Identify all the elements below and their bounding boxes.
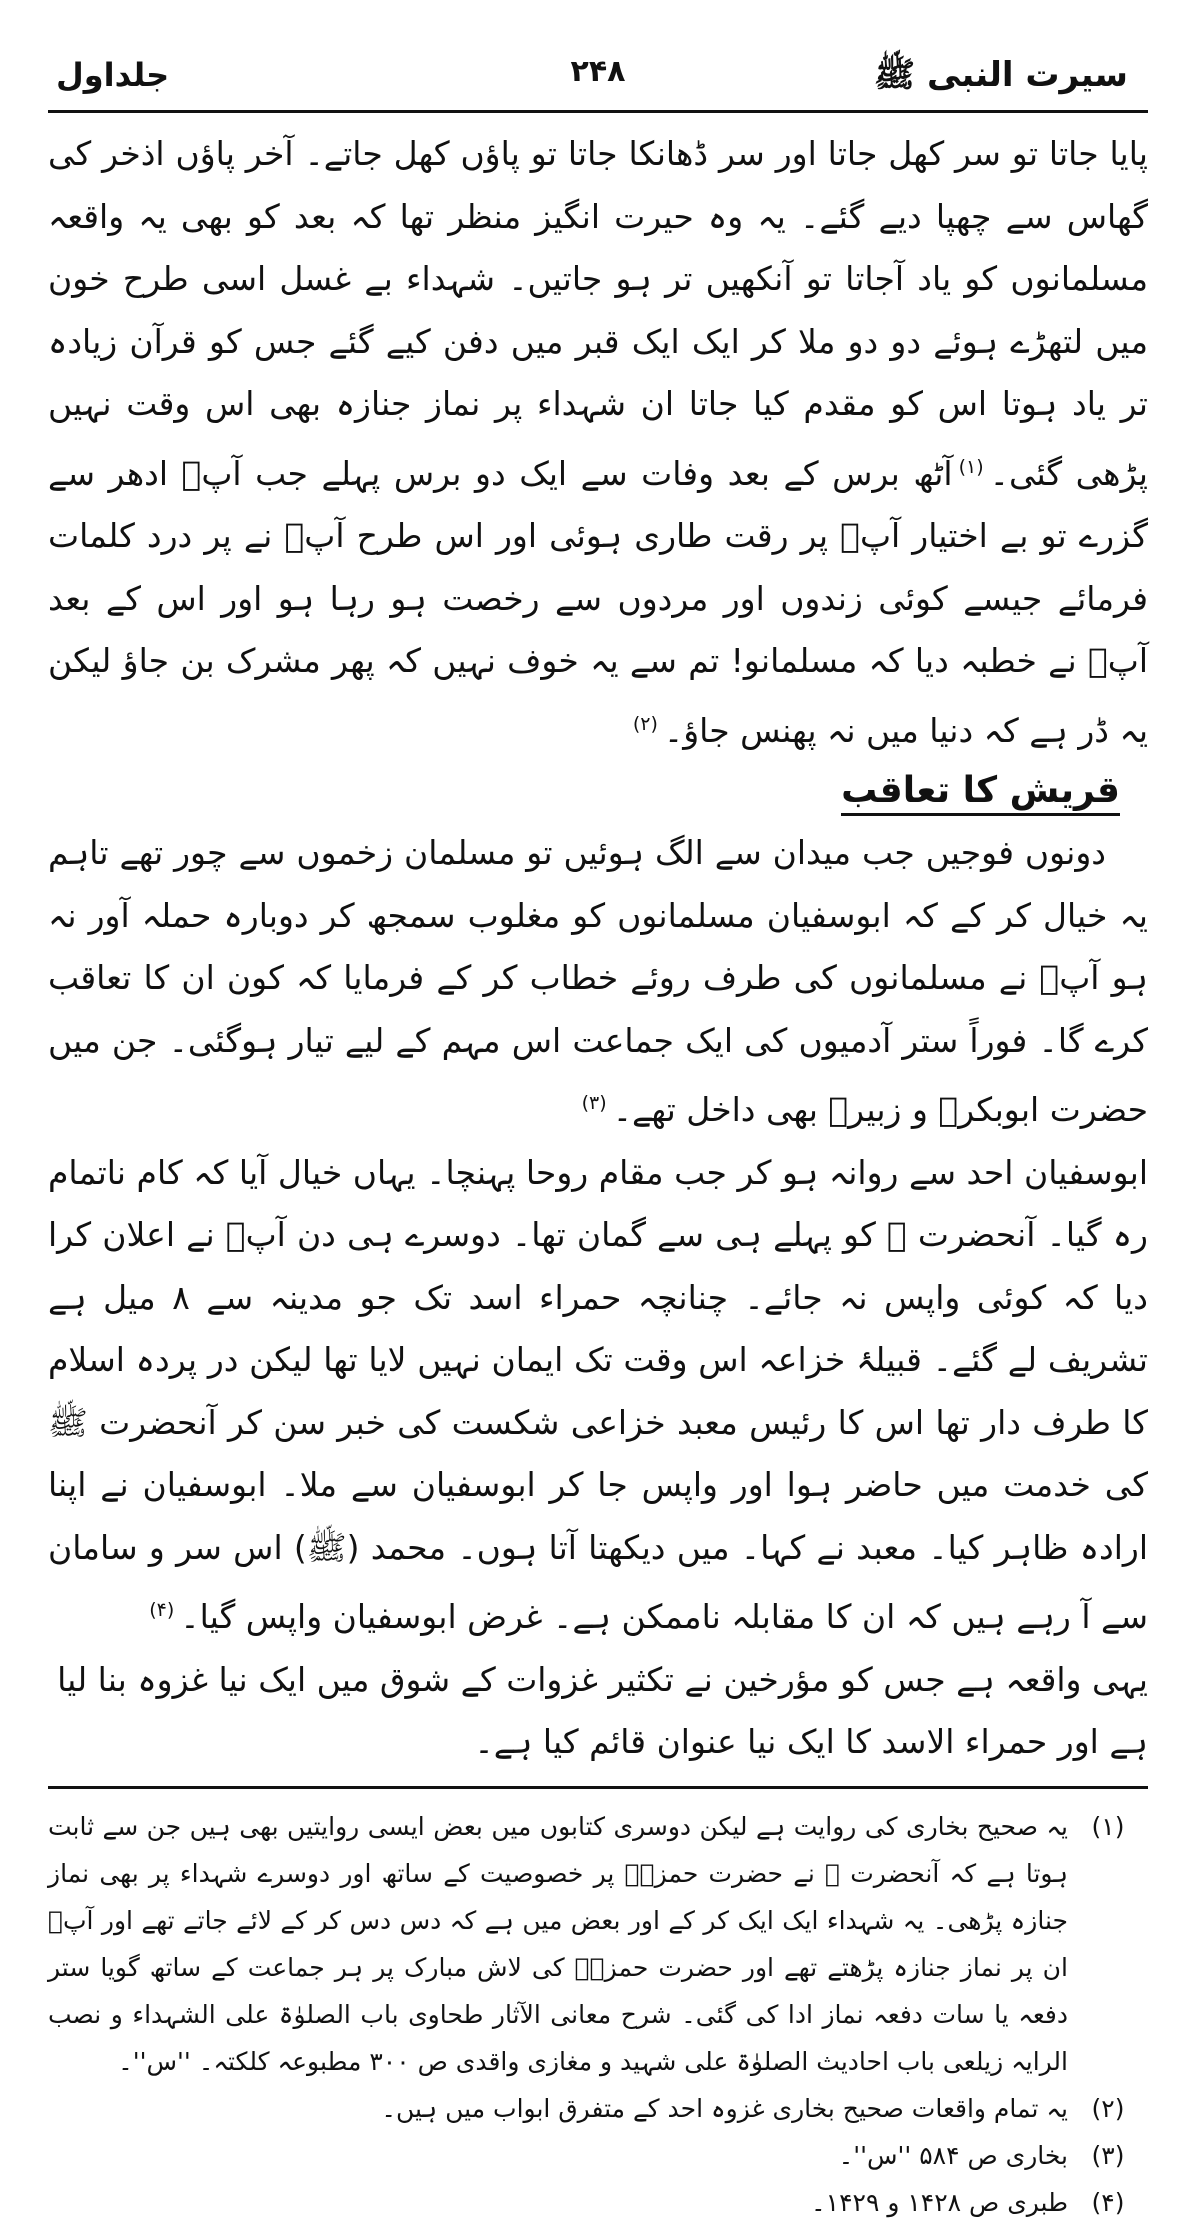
footnote-ref: (۳)	[581, 1092, 607, 1114]
footnote-number: (۴)	[1091, 2187, 1125, 2217]
paragraph: یہی واقعہ ہے جس کو مؤرخین نے تکثیر غزوات کے شوق میں ایک نیا غزوہ بنا لیا ہے اور حمراء الاسد کا ایک نیا عنوان قائم کیا ہے۔	[57, 1659, 1148, 1761]
volume-label: جلداول	[56, 56, 170, 94]
footnote-number: (۳)	[1091, 2140, 1125, 2170]
page-header	[48, 52, 1148, 113]
section-heading-wrap	[48, 762, 1148, 822]
page-number: ۲۴۸	[570, 54, 626, 89]
footnote	[48, 2085, 1148, 2132]
footnote-number: (۲)	[1091, 2093, 1125, 2123]
footnote-text: طبری ص ۱۴۲۸ و ۱۴۲۹۔	[811, 2187, 1068, 2217]
paragraph: ابوسفیان احد سے روانہ ہو کر جب مقام روحا پہنچا۔ یہاں خیال آیا کہ کام ناتمام رہ گیا۔ آنحضرت ﷺ کو پہلے ہی سے گمان تھا۔ دوسرے ہی دن آپؐ نے اعلان کرا دیا کہ کوئی واپس نہ جائے۔ چنانچہ حمراء اسد تک جو مدینہ سے ۸ میل ہے تشریف لے گئے۔ قبیلۂ خزاعہ اس وقت تک ایمان نہیں لایا تھا لیکن در پردہ اسلام کا طرف دار تھا اس کا رئیس معبد خزاعی شکست کی خبر سن کر آنحضرت ﷺ کی خدمت میں حاضر ہوا اور واپس جا کر ابوسفیان سے ملا۔ ابوسفیان نے اپنا ارادہ ظاہر کیا۔ معبد نے کہا۔ میں دیکھتا آتا ہوں۔ محمد (ﷺ) اس سر و سامان سے آ رہے ہیں کہ ان کا مقابلہ ناممکن ہے۔ غرض ابوسفیان واپس گیا۔$^{(۴)}$	[48, 1152, 1148, 1636]
page	[48, 52, 1148, 2226]
footnotes	[48, 1803, 1148, 2226]
book-title: سیرت النبی ﷺ	[874, 55, 1128, 95]
footnote	[48, 1803, 1148, 2085]
footnote-number: (۱)	[1091, 1811, 1125, 1841]
footnote-text: بخاری ص ۵۸۴ ''س''۔	[838, 2140, 1068, 2170]
section-heading: قریش کا تعاقب	[841, 770, 1120, 816]
paragraph: دونوں فوجیں جب میدان سے الگ ہوئیں تو مسلمان زخموں سے چور تھے تاہم یہ خیال کر کے کہ ابوسفیان مسلمانوں کو مغلوب سمجھ کر دوبارہ حملہ آور نہ ہو آپؐ نے مسلمانوں کی طرف روئے خطاب کر کے فرمایا کہ کون ان کا تعاقب کرے گا۔ فوراً ستر آدمیوں کی ایک جماعت اس مہم کے لیے تیار ہوگئی۔ جن میں حضرت ابوبکرؓ و زبیرؓ بھی داخل تھے۔$^{(۳)}$	[48, 833, 1148, 1129]
footnote-ref: (۲)	[632, 712, 658, 735]
main-text	[48, 123, 1148, 1774]
paragraph: پایا جاتا تو سر کھل جاتا اور سر ڈھانکا جاتا تو پاؤں کھل جاتے۔ آخر پاؤں اذخر کی گھاس سے چھپا دیے گئے۔ یہ وہ حیرت انگیز منظر تھا کہ بعد کو بھی یہ واقعہ مسلمانوں کو یاد آجاتا تو آنکھیں تر ہو جاتیں۔ شہداء بے غسل اسی طرح خون میں لتھڑے ہوئے دو دو ملا کر ایک ایک قبر میں دفن کیے گئے جس کو قرآن زیادہ تر یاد ہوتا اس کو مقدم کیا جاتا ان شہداء پر نماز جنازہ بھی اس وقت نہیں پڑھی گئی۔$^{(۱)}$آٹھ برس کے بعد وفات سے ایک دو برس پہلے جب آپؐ ادھر سے گزرے تو بے اختیار آپؐ پر رقت طاری ہوئی اور اس طرح آپؐ نے پر درد کلمات فرمائے جیسے کوئی زندوں اور مردوں سے رخصت ہو رہا ہو اور اس کے بعد آپؐ نے خطبہ دیا کہ مسلمانو! تم سے یہ خوف نہیں کہ پھر مشرک بن جاؤ لیکن یہ ڈر ہے کہ دنیا میں نہ پھنس جاؤ۔$^{(۲)}$	[48, 134, 1148, 750]
footnote	[48, 2132, 1148, 2179]
footnote-ref: (۱)	[958, 455, 984, 478]
footnote-divider	[48, 1786, 1148, 1789]
footnote-text: یہ صحیح بخاری کی روایت ہے لیکن دوسری کتابوں میں بعض ایسی روایتیں بھی ہیں جن سے ثابت ہوتا ہے کہ آنحضرت ﷺ نے حضرت حمزہؓ پر خصوصیت کے ساتھ اور دوسرے شہداء پر بھی نماز جنازہ پڑھی۔ یہ شہداء ایک ایک کر کے اور بعض میں ہے کہ دس دس کر کے لائے جاتے تھے اور آپؐ ان پر نماز جنازہ پڑھتے تھے اور حضرت حمزہؓ کی لاش مبارک پر ہر جماعت کے ساتھ گویا ستر دفعہ یا سات دفعہ نماز ادا کی گئی۔ شرح معانی الآثار طحاوی باب الصلوٰۃ علی الشہداء و نصب الرایہ زیلعی باب احادیث الصلوٰۃ علی شہید و مغازی واقدی ص ۳۰۰ مطبوعہ کلکتہ۔ ''س''۔	[48, 1811, 1068, 2076]
footnote	[48, 2179, 1148, 2226]
footnote-ref: (۴)	[149, 1599, 175, 1621]
footnote-text: یہ تمام واقعات صحیح بخاری غزوہ احد کے متفرق ابواب میں ہیں۔	[381, 2093, 1068, 2123]
